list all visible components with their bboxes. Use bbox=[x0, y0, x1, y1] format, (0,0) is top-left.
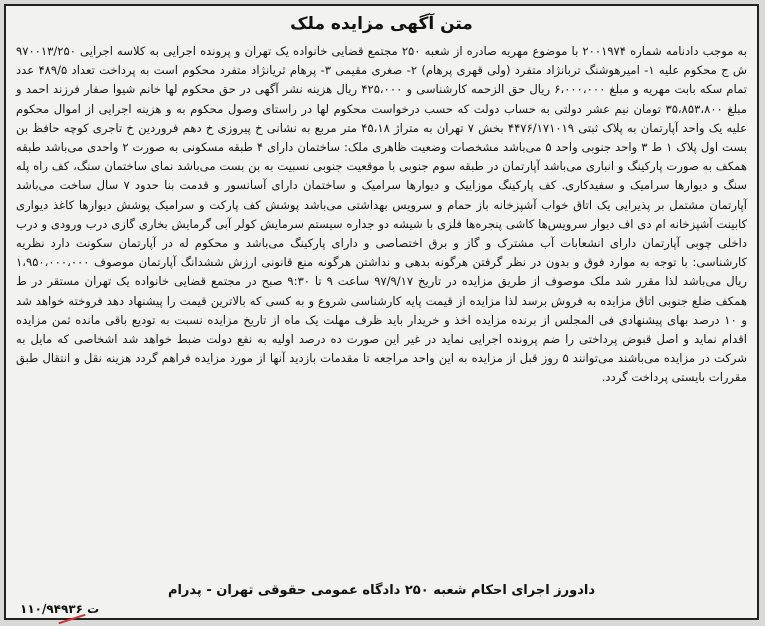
notice-page bbox=[4, 4, 759, 620]
notice-reference-number: ۱۱۰/۹۴۹۳۶ ت bbox=[20, 602, 100, 616]
notice-body: به موجب دادنامه شماره ۲۰۰۱۹۷۴ با موضوع مهریه صادره از شعبه ۲۵۰ مجتمع قضایی خانواده یک تهران و پرونده اجرایی به کلاسه اجرایی ۹۷۰۰۱۳/۲۵۰ ش ج محکوم علیه ۱- امیرهوشنگ تربانژاد متفرد (ولی قهری پرهام) ۲- صغری مقیمی ۳- پرهام ثریانژاد متفرد محکوم است به پرداخت تعداد ۴۸۹/۵ عدد تمام سکه بابت مهریه و مبلغ ۶،۰۰۰،۰۰۰ ریال حق الزحمه کارشناسی و ۴۲۵،۰۰۰ ریال هزینه نشر آگهی در حق محکوم لها خانم شیوا صفار فرزند احمد و مبلغ ۳۵،۸۵۳،۸۰۰ تومان نیم عشر دولتی به حساب دولت که حسب درخواست محکوم لها در راستای وصول محکوم به و هزینه اجرایی از اموال محکوم علیه یک واحد آپارتمان به پلاک ثبتی ۴۴۷۶/۱۷۱۰۱۹ بخش ۷ تهران به متراژ ۴۵،۱۸ متر مربع به نشانی خ پیروزی خ دهم فروردین خ تاجری کوچه حافظ بن بست اول پلاک ۱ ط ۳ واحد جنوبی واحد ۵ می‌باشد مشخصات وضعیت ظاهری ملک: ساختمان دارای ۴ طبقه مسکونی به صورت ۲ واحدی می‌باشد طبقه همکف به صورت پارکینگ و انباری می‌باشد آپارتمان در طبقه سوم جنوبی با موقعیت جنوبی نسبیت به بن بست می‌باشد نمای ساختمان سنگ، کف راه پله سنگ و دیوارها سرامیک و سفیدکاری. کف پارکینگ موزاییک و دیوارها سرامیک و ساختمان دارای آسانسور و قدمت بنا حدود ۷ سال ساخت می‌باشد آپارتمان مشتمل بر پذیرایی یک اتاق خواب آشپزخانه باز حمام و سرویس بهداشتی می‌باشد پوشش کف پارکت و سرامیک پوشش دیوارها کاغذ دیواری کابینت آشپزخانه ام دی اف دیوار سرویس‌ها کاشی پنجره‌ها فلزی با شیشه دو جداره سیستم سرمایش کولر آبی گرمایش بخاری گازی درب ورودی و درب داخلی چوبی آپارتمان دارای انشعابات آب مشترک و گاز و برق اختصاصی و دارای پارکینگ می‌باشد و محکوم له در آپارتمان سکونت دارد نظریه کارشناسی: با توجه به موارد فوق و بدون در نظر گرفتن هرگونه بدهی و نداشتن هرگونه منع قانونی ارزش ششدانگ آپارتمان موصوف ۱،۹۵۰،۰۰۰،۰۰۰ ریال می‌باشد لذا مقرر شد ملک موصوف از طریق مزایده در تاریخ ۹۷/۹/۱۷ ساعت ۹ تا ۹:۳۰ صبح در مجتمع قضایی خانواده یک تهران مستقر در ط همکف ضلع جنوبی اتاق مزایده به فروش برسد لذا مزایده از قیمت پایه کارشناسی شروع و به کسی که بالاترین قیمت را پیشنهاد دهد فروخته خواهد شد و ۱۰ درصد بهای پیشنهادی فی المجلس از برنده مزایده اخذ و خریدار باید ظرف مهلت یک ماه از تاریخ مزایده نسبت به تودیع باقی مانده ثمن مزایده اقدام نماید و اصل قبوض پرداختی را ضم پرونده اجرایی نماید در غیر این صورت ده درصد اولیه به نفع دولت ضبط خواهد شد اشخاصی که مایل به شرکت در مزایده می‌باشند می‌توانند ۵ روز قبل از مزایده به این واحد مراجعه تا مقدمات بازدید آنها از مورد مزایده فراهم گردد هزینه نقل و انتقال طبق مقررات بایستی پرداخت گردد. bbox=[16, 44, 748, 385]
notice-signature: دادورز اجرای احکام شعبه ۲۵۰ دادگاه عمومی حقوقی تهران - پدرام bbox=[167, 583, 596, 598]
notice-title: متن آگهی مزایده ملک bbox=[290, 14, 473, 34]
